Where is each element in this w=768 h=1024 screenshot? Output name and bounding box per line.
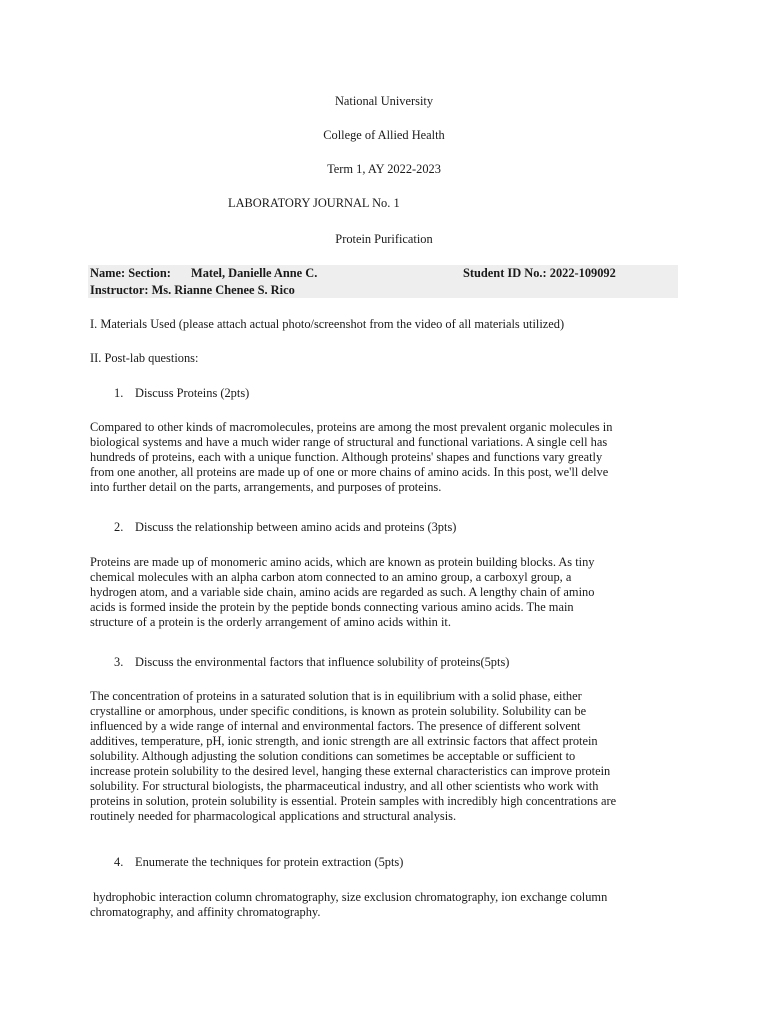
postlab-heading: II. Post-lab questions: <box>90 351 199 365</box>
student-name: Matel, Danielle Anne C. <box>191 266 318 280</box>
answer-2 <box>90 555 682 630</box>
answer-line: proteins in solution, protein solubility is essential. Protein samples with incredibly high concentrations are <box>90 794 617 808</box>
question-number: 3. <box>114 655 124 669</box>
answer-line: solubility. Although adjusting the solution conditions can sometimes be acceptable or sufficient to <box>90 749 576 763</box>
answer-4 <box>90 890 682 920</box>
answer-line: acids is formed inside the protein by the peptide bonds connecting various amino acids. The main <box>90 600 574 614</box>
topic-title: Protein Purification <box>335 232 433 246</box>
question-text: Discuss the relationship between amino acids and proteins (3pts) <box>135 520 457 534</box>
answer-line: increase protein solubility to the desired level, hanging these external characteristics can improve protein <box>90 764 611 778</box>
answer-line: from one another, all proteins are made up of one or more chains of amino acids. In this post, we'll delve <box>90 465 609 479</box>
answer-line: into further detail on the parts, arrangements, and purposes of proteins. <box>90 480 442 494</box>
answer-line: The concentration of proteins in a saturated solution that is in equilibrium with a solid phase, either <box>90 689 582 703</box>
question-4 <box>114 855 403 870</box>
question-number: 1. <box>114 386 124 400</box>
answer-line: hydrophobic interaction column chromatography, size exclusion chromatography, ion exchange column <box>90 890 608 904</box>
question-number: 4. <box>114 855 124 869</box>
question-text: Discuss Proteins (2pts) <box>135 386 250 400</box>
answer-line: chromatography, and affinity chromatography. <box>90 905 321 919</box>
answer-line: additives, temperature, pH, ionic strength, and ionic strength are all extrinsic factors that affect protein <box>90 734 598 748</box>
name-section-label: Name: Section: <box>90 266 171 280</box>
answer-line: chemical molecules with an alpha carbon atom connected to an amino group, a carboxyl group, a <box>90 570 572 584</box>
question-number: 2. <box>114 520 124 534</box>
materials-heading: I. Materials Used (please attach actual photo/screenshot from the video of all materials utilized) <box>90 317 565 331</box>
answer-line: influenced by a wide range of internal and environmental factors. The presence of different solvent <box>90 719 581 733</box>
answer-line: structure of a protein is the orderly arrangement of amino acids within it. <box>90 615 451 629</box>
answer-line: crystalline or amorphous, under specific conditions, is known as protein solubility. Solubility can be <box>90 704 587 718</box>
term-line: Term 1, AY 2022-2023 <box>327 162 441 176</box>
answer-line: solubility. For structural biologists, the pharmaceutical industry, and all other scientists who work with <box>90 779 599 793</box>
answer-3 <box>90 689 682 824</box>
answer-line: hundreds of proteins, each with a unique function. Although proteins' shapes and functions vary greatly <box>90 450 603 464</box>
journal-title: LABORATORY JOURNAL No. 1 <box>228 196 400 210</box>
university-name: National University <box>334 94 434 108</box>
question-1 <box>114 386 249 401</box>
question-2 <box>114 520 456 535</box>
answer-1 <box>90 420 682 495</box>
college-name: College of Allied Health <box>323 128 445 142</box>
question-text: Discuss the environmental factors that influence solubility of proteins(5pts) <box>135 655 510 669</box>
answer-line: routinely needed for pharmacological applications and structural analysis. <box>90 809 457 823</box>
question-text: Enumerate the techniques for protein extraction (5pts) <box>135 855 404 869</box>
question-3 <box>114 655 509 670</box>
instructor-line: Instructor: Ms. Rianne Chenee S. Rico <box>90 283 295 297</box>
answer-line: Proteins are made up of monomeric amino acids, which are known as protein building blocks. As tiny <box>90 555 595 569</box>
answer-line: Compared to other kinds of macromolecules, proteins are among the most prevalent organic molecules in <box>90 420 613 434</box>
answer-line: hydrogen atom, and a variable side chain, amino acids are regarded as such. A lengthy chain of amino <box>90 585 595 599</box>
student-id: Student ID No.: 2022-109092 <box>463 266 616 280</box>
answer-line: biological systems and have a much wider range of structural and functional variations. A single cell has <box>90 435 608 449</box>
